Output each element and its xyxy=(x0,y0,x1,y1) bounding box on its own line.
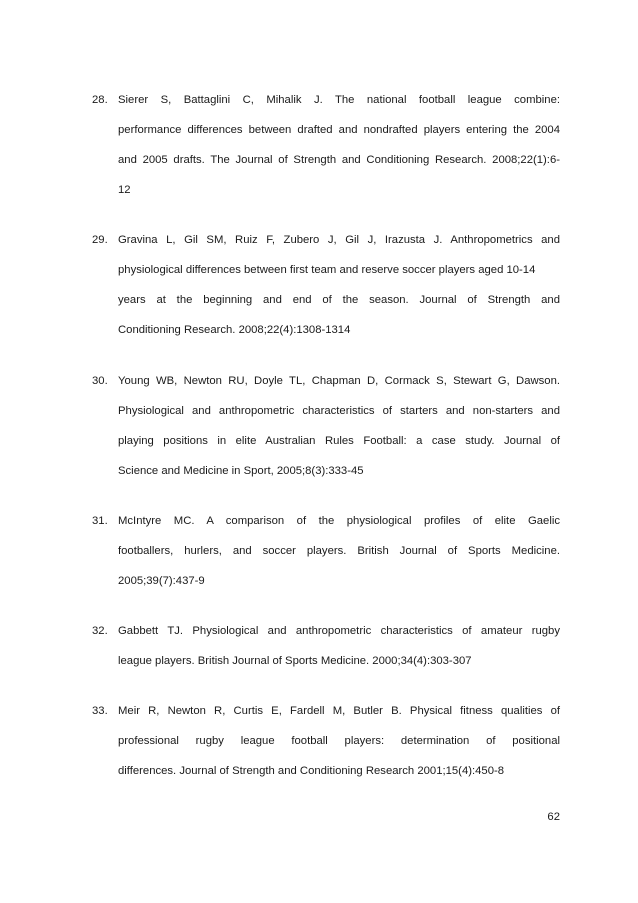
reference-line: Sierer S, Battaglini C, Mihalik J. The national football league combine: xyxy=(118,94,560,106)
reference-line: footballers, hurlers, and soccer players. British Journal of Sports Medicine. xyxy=(118,545,560,557)
page-number: 62 xyxy=(547,811,560,823)
reference-line: Young WB, Newton RU, Doyle TL, Chapman D, Cormack S, Stewart G, Dawson. xyxy=(118,375,560,387)
reference-number: 31. xyxy=(92,515,108,527)
reference-number: 29. xyxy=(92,234,108,246)
reference-line: Physiological and anthropometric characteristics of starters and non-starters and xyxy=(118,405,560,417)
reference-line: Conditioning Research. 2008;22(4):1308-1314 xyxy=(118,324,351,336)
reference-line: physiological differences between first team and reserve soccer players aged 10-14 xyxy=(118,264,536,276)
reference-line: Gravina L, Gil SM, Ruiz F, Zubero J, Gil J, Irazusta J. Anthropometrics and xyxy=(118,234,560,246)
reference-number: 32. xyxy=(92,625,108,637)
reference-line: playing positions in elite Australian Rules Football: a case study. Journal of xyxy=(118,435,560,447)
reference-line: differences. Journal of Strength and Conditioning Research 2001;15(4):450-8 xyxy=(118,765,505,777)
reference-line: league players. British Journal of Sports Medicine. 2000;34(4):303-307 xyxy=(118,655,472,667)
reference-line: professional rugby league football players: determination of positional xyxy=(118,735,560,747)
reference-number: 33. xyxy=(92,705,108,717)
reference-line: McIntyre MC. A comparison of the physiological profiles of elite Gaelic xyxy=(118,515,560,527)
reference-line: Science and Medicine in Sport, 2005;8(3):333-45 xyxy=(118,465,364,477)
reference-line: 12 xyxy=(118,184,131,196)
reference-line: Meir R, Newton R, Curtis E, Fardell M, Butler B. Physical fitness qualities of xyxy=(118,705,560,717)
reference-number: 30. xyxy=(92,375,108,387)
reference-line: and 2005 drafts. The Journal of Strength and Conditioning Research. 2008;22(1):6- xyxy=(118,154,560,166)
reference-line: performance differences between drafted and nondrafted players entering the 2004 xyxy=(118,124,560,136)
reference-line: Gabbett TJ. Physiological and anthropometric characteristics of amateur rugby xyxy=(118,625,560,637)
reference-line: 2005;39(7):437-9 xyxy=(118,575,205,587)
reference-line: years at the beginning and end of the season. Journal of Strength and xyxy=(118,294,560,306)
reference-number: 28. xyxy=(92,94,108,106)
